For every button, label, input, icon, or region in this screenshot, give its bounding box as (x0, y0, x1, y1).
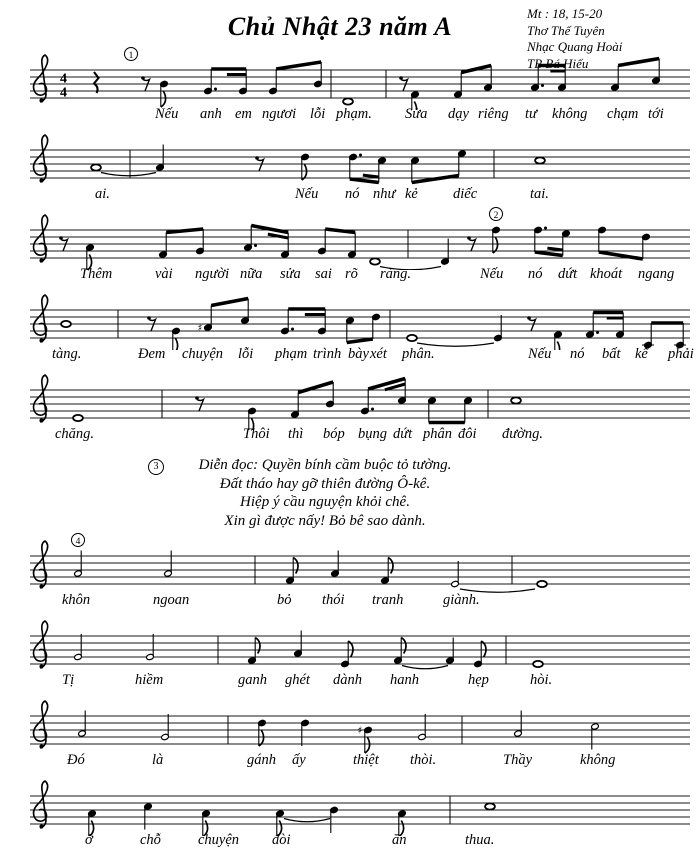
lyric-word: ở (85, 832, 93, 848)
staff-system-9 (30, 772, 690, 852)
staff-notation-9 (30, 772, 690, 836)
score (30, 46, 694, 852)
lyric-word: Đó (67, 752, 85, 768)
staff-notation-2 (30, 126, 690, 190)
lyric-word: sửa (280, 266, 301, 282)
lyric-word: người (195, 266, 230, 282)
lyric-word: Thôi (243, 426, 270, 442)
lyric-word: là (152, 752, 164, 768)
staff-notation-7 (30, 612, 690, 676)
lyric-word: thòi. (410, 752, 437, 768)
lyric-word: ghét (285, 672, 310, 688)
lyric-word: phạm. (336, 106, 372, 122)
verse-line-4: Xin gì được nấy! Bỏ bê sao dành. (224, 512, 426, 529)
lyric-word: hòi. (530, 672, 553, 688)
lyric-word: xét (370, 346, 387, 362)
lyric-word: ngang (638, 266, 675, 282)
lyric-word: Tị (62, 672, 75, 688)
staff-system-5 (30, 366, 690, 446)
lyric-word: không (552, 106, 588, 122)
lyric-word: thói (322, 592, 345, 608)
staff-system-4 (30, 286, 694, 366)
lyric-word: ngươi (262, 106, 297, 122)
staff-system-6 (30, 532, 690, 612)
staff-notation-4 (30, 286, 690, 350)
lyric-word: bụng (358, 426, 387, 442)
svg-text:♯: ♯ (197, 323, 203, 334)
lyric-word: trình (313, 346, 342, 362)
lyric-word: khôn (62, 592, 91, 608)
staff-system-1 (30, 46, 690, 126)
lyric-word: thì (288, 426, 304, 442)
lyric-word: chỗ (140, 832, 161, 848)
staff-notation-5 (30, 366, 690, 430)
lyric-word: riêng (478, 106, 509, 122)
staff-notation-8 (30, 692, 690, 756)
lyricist-credit: Thơ Thế Tuyên (527, 22, 605, 38)
lyric-word: đường. (502, 426, 544, 442)
lyric-line-6 (30, 592, 690, 612)
lyric-line-4 (30, 346, 694, 366)
lyric-word: phân. (402, 346, 435, 362)
lyric-word: không (580, 752, 616, 768)
lyric-word: rõ (345, 266, 358, 282)
lyric-word: sai (315, 266, 332, 282)
lyric-word: diếc (453, 186, 478, 202)
lyric-word: bất (602, 346, 621, 362)
staves-lower (30, 532, 690, 852)
lyric-word: chuyện (182, 346, 224, 362)
lyric-word: Sửa (405, 106, 428, 122)
lyric-word: anh (200, 106, 222, 122)
lyric-word: kẻ (405, 186, 418, 202)
staff-system-3 (30, 206, 690, 286)
lyric-word: chăng. (55, 426, 95, 442)
svg-text:2: 2 (493, 210, 499, 221)
spoken-verse (30, 446, 620, 532)
verse-line-3: Hiệp ý cầu nguyện khỏi chê. (240, 494, 410, 510)
lyric-word: khoát (590, 266, 623, 282)
lyric-line-1 (30, 106, 690, 126)
section-marker-3 (148, 459, 164, 475)
staff-notation-1 (30, 46, 690, 110)
staff-system-8 (30, 692, 690, 772)
lyric-word: Nếu (295, 186, 319, 202)
lyric-word: dứt (558, 266, 578, 282)
lyric-word: Nếu (155, 106, 179, 122)
lyric-word: phải (668, 346, 694, 362)
lyric-word: phân (423, 426, 452, 442)
lyric-word: Nếu (528, 346, 552, 362)
lyric-line-5 (30, 426, 690, 446)
lyric-word: tai. (530, 186, 549, 202)
lyric-word: chạm (607, 106, 639, 122)
lyric-word: hiềm (135, 672, 164, 688)
staves-upper (30, 46, 694, 446)
lyric-word: nữa (240, 266, 263, 282)
lyric-word: hanh (390, 672, 419, 688)
lyric-word: ăn (392, 832, 407, 848)
lyric-word: Đem (138, 346, 166, 362)
lyric-word: thiệt (353, 752, 379, 768)
lyric-word: như (373, 186, 396, 202)
lyric-word: nó (528, 266, 543, 282)
verse-line-2: Đất tháo hay gỡ thiên đường Ô-kê. (219, 475, 431, 492)
lyric-word: em (235, 106, 252, 122)
staff-system-7 (30, 612, 690, 692)
composer-credit: Nhạc Quang Hoài (527, 39, 623, 54)
lyric-word: Thêm (80, 266, 113, 282)
lyric-word: tư (525, 106, 537, 122)
lyric-word: tàng. (52, 346, 82, 362)
lyric-word: đòi (272, 832, 291, 848)
lyric-line-2 (30, 186, 690, 206)
lyric-word: nó (345, 186, 360, 202)
lyric-word: dành (333, 672, 362, 688)
page-title: Chủ Nhật 23 năm A (227, 12, 453, 41)
lyric-word: chuyện (198, 832, 240, 848)
lyric-word: tới (648, 106, 664, 122)
lyric-word: bóp (323, 426, 345, 442)
lyric-word: thua. (465, 832, 495, 848)
lyric-word: ganh (238, 672, 267, 688)
lyric-word: hẹp (468, 672, 489, 688)
lyric-line-7 (30, 672, 690, 692)
lyric-word: lỗi (310, 106, 326, 122)
svg-text:1: 1 (128, 50, 134, 61)
arranger-credit: TB Bá Hiếu (527, 55, 589, 71)
svg-text:♯: ♯ (357, 725, 363, 737)
staff-notation-6 (30, 532, 690, 596)
lyric-word: Thầy (503, 752, 532, 768)
svg-text:4: 4 (60, 85, 67, 101)
svg-text:4: 4 (75, 536, 81, 547)
lyric-word: giành. (443, 592, 480, 608)
lyric-word: dứt (393, 426, 413, 442)
lyric-word: tranh (372, 592, 404, 608)
lyric-line-9 (30, 832, 690, 852)
scripture-reference: Mt : 18, 15-20 (527, 6, 603, 21)
verse-line-1: Diễn đọc: Quyền bính cầm buộc tỏ tường. (198, 457, 452, 473)
lyric-word: đôi (458, 426, 477, 442)
lyric-word: vài (155, 266, 173, 282)
section-marker-3-number: 3 (153, 461, 159, 472)
lyric-line-3 (30, 266, 690, 286)
lyric-word: bỏ (277, 592, 292, 608)
lyric-word: phạm (275, 346, 308, 362)
lyric-word: ấy (292, 752, 306, 768)
staff-system-2 (30, 126, 690, 206)
lyric-word: Nếu (480, 266, 504, 282)
lyric-word: dạy (448, 106, 469, 122)
lyric-word: kể (635, 346, 648, 362)
lyric-word: nó (570, 346, 585, 362)
lyric-word: ngoan (153, 592, 190, 608)
lyric-word: bày (348, 346, 369, 362)
lyric-word: ai. (95, 186, 110, 202)
svg-text:4: 4 (60, 71, 67, 87)
lyric-word: lỗi (238, 346, 254, 362)
staff-notation-3 (30, 206, 690, 270)
lyric-line-8 (30, 752, 690, 772)
lyric-word: gánh (247, 752, 276, 768)
lyric-word: ràng. (380, 266, 412, 282)
